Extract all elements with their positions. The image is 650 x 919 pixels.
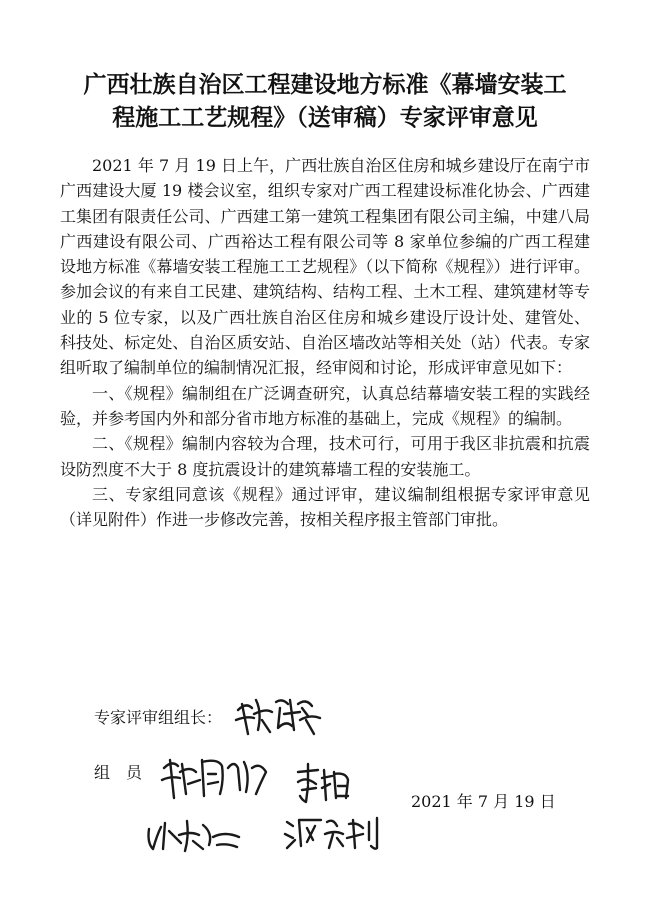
document-body [60, 153, 590, 532]
member-signature-1 [160, 750, 272, 804]
members-label: 组 员 [94, 763, 143, 782]
title-line-1: 广西壮族自治区工程建设地方标准《幕墙安装工 [83, 71, 567, 98]
member-signature-4 [283, 812, 383, 852]
intro-paragraph: 2021 年 7 月 19 日上午，广西壮族自治区住房和城乡建设厅在南宁市广西建设大厦 19 楼会议室，组织专家对广西工程建设标准化协会、广西建工集团有限责任公司、广西建工第一建筑工程集团有限公司主编，中建八局广西建设有限公司、广西裕达工程有限公司等 8 家单位参编的广西工程建设地方标准《幕墙安装工程施工工艺规程》（以下简称《规程》）进行评审。参加会议的有来自工民建、建筑结构、结构工程、土木工程、建筑建材等专业的 5 位专家，以及广西壮族自治区住房和城乡建设厅设计处、建管处、科技处、标定处、自治区质安站、自治区墙改站等相关处（站）代表。专家组听取了编制单位的编制情况汇报，经审阅和讨论，形成评审意见如下： [60, 156, 590, 378]
opinion-1: 一、《规程》编制组在广泛调查研究，认真总结幕墙安装工程的实践经验，并参考国内外和部分省市地方标准的基础上，完成《规程》的编制。 [60, 383, 590, 428]
document-date: 2021 年 7 月 19 日 [411, 792, 556, 811]
opinion-3: 三、专家组同意该《规程》通过评审，建议编制组根据专家评审意见（详见附件）作进一步修改完善，按相关程序报主管部门审批。 [60, 484, 590, 530]
title-line-2: 程施工工艺规程》（送审稿）专家评审意见 [112, 104, 538, 131]
leader-signature [232, 690, 327, 740]
leader-label: 专家评审组组长： [94, 708, 223, 727]
member-signature-2 [292, 762, 354, 804]
opinion-2: 二、《规程》编制内容较为合理，技术可行，可用于我区非抗震和抗震设防烈度不大于 8 度抗震设计的建筑幕墙工程的安装施工。 [60, 434, 590, 479]
document-title [40, 68, 610, 134]
member-signature-3 [143, 815, 243, 855]
